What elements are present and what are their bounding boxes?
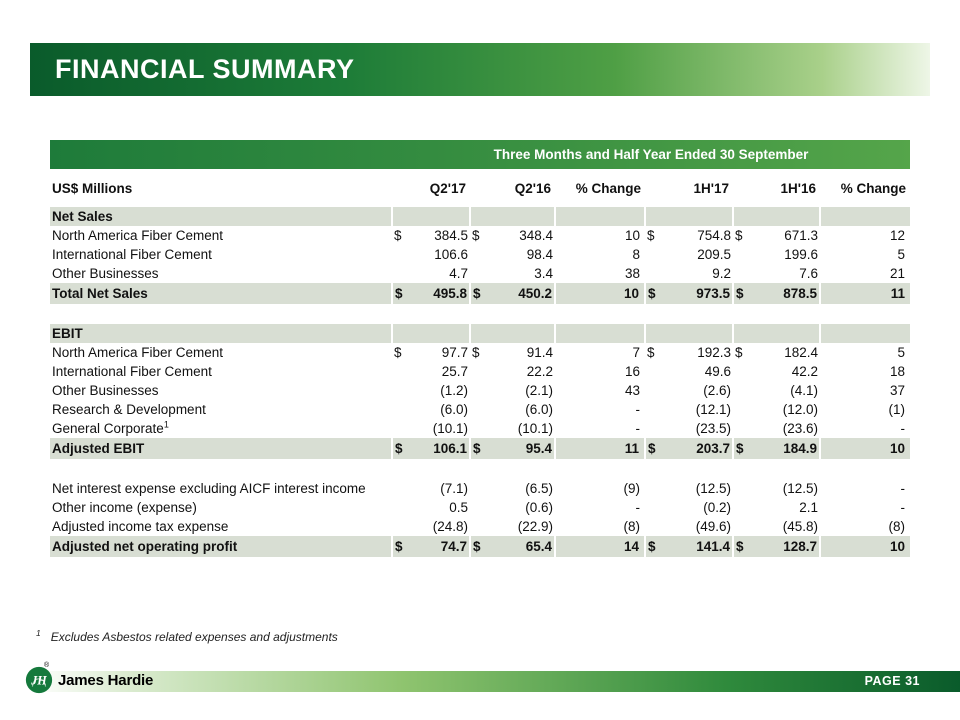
cell-val: (2.6) [703,383,732,398]
cell-dollar: $ [645,438,665,459]
col-header-change-half: % Change [840,180,907,196]
cell-chg: - [900,421,906,436]
cell-dollar: $ [392,283,408,304]
cell-dollar [733,245,751,264]
row-label: North America Fiber Cement [52,345,224,360]
logo-text: James Hardie [58,671,154,689]
spacer-cell [50,459,910,479]
cell-val: (24.8) [432,519,468,534]
cell-chg: 11 [820,283,910,304]
cell-chg: 14 [555,536,645,557]
cell-chg: - [635,421,640,436]
row-label: North America Fiber Cement [52,228,224,243]
cell-dollar [733,362,751,381]
cell-val: (10.1) [432,421,468,436]
cell-val: (4.1) [790,383,819,398]
cell-val [408,324,470,343]
cell-val: 199.6 [784,247,819,262]
cell-val: 128.7 [751,536,820,557]
cell-dollar [733,324,751,343]
data-row [50,479,910,498]
cell-val: 973.5 [665,283,733,304]
table-period-banner: Three Months and Half Year Ended 30 September [50,140,910,169]
row-label: Net interest expense excluding AICF interest income [52,481,366,496]
cell-dollar [645,362,665,381]
cell-dollar [645,479,665,498]
row-label: Net Sales [50,207,392,226]
cell-dollar [470,479,488,498]
data-row [50,400,910,419]
data-row [50,343,910,362]
cell-dollar [645,419,665,438]
data-row [50,498,910,517]
cell-val: (12.5) [782,481,819,496]
cell-val: 7.6 [799,266,819,281]
row-label: Adjusted income tax expense [52,519,229,534]
cell-dollar [392,517,408,536]
slide-title-banner [30,43,930,96]
cell-chg: 7 [632,345,640,360]
cell-val: (6.0) [525,402,553,417]
svg-text:JH: JH [31,673,47,688]
cell-val: 0.5 [449,500,468,515]
page-title: FINANCIAL SUMMARY [55,54,355,84]
cell-val: 4.7 [449,266,468,281]
col-header-change-quarter: % Change [575,180,641,196]
cell-chg: 43 [624,383,640,398]
cell-chg: 11 [555,438,645,459]
cell-dollar: $ [472,228,480,243]
cell-dollar [392,498,408,517]
cell-val: (45.8) [782,519,819,534]
cell-chg: 5 [897,247,906,262]
footnote-marker: 1 [36,628,41,638]
cell-val: 2.1 [799,500,819,515]
cell-dollar [645,324,665,343]
cell-dollar: $ [392,438,408,459]
cell-val: 91.4 [526,345,553,360]
col-header-us-millions: US$ Millions [52,180,133,196]
total-row [50,438,910,459]
cell-dollar [392,245,408,264]
cell-val [751,207,820,226]
cell-val [751,324,820,343]
cell-dollar: $ [735,228,743,243]
cell-val: (6.0) [440,402,468,417]
cell-val [665,207,733,226]
cell-dollar [392,419,408,438]
row-label: EBIT [50,324,392,343]
cell-chg [820,207,910,226]
cell-dollar [470,362,488,381]
logo-icon [24,665,54,695]
cell-dollar [733,207,751,226]
cell-dollar [392,400,408,419]
james-hardie-logo [24,662,154,695]
cell-val: (12.1) [695,402,732,417]
spacer-cell [50,304,910,324]
cell-chg: 10 [820,536,910,557]
col-header-1h-16: 1H'16 [780,180,817,196]
cell-val: 22.2 [526,364,553,379]
cell-dollar [645,245,665,264]
header-row [50,169,910,207]
cell-chg [555,324,645,343]
cell-val: 348.4 [519,228,553,243]
cell-dollar: $ [733,536,751,557]
cell-dollar [470,517,488,536]
cell-chg: 8 [632,247,640,262]
cell-chg: - [635,402,640,417]
cell-val: (2.1) [525,383,553,398]
cell-val: 25.7 [441,364,468,379]
data-row [50,419,910,438]
cell-val: 106.1 [408,438,470,459]
cell-dollar [470,245,488,264]
cell-dollar [733,400,751,419]
cell-dollar [645,400,665,419]
cell-dollar [470,381,488,400]
cell-dollar [392,362,408,381]
cell-val: 182.4 [784,345,819,360]
cell-dollar [392,381,408,400]
cell-val: (23.5) [695,421,732,436]
cell-dollar: $ [647,228,655,243]
cell-dollar: $ [645,536,665,557]
spacer-row [50,459,910,479]
cell-dollar: $ [733,438,751,459]
cell-val: 203.7 [665,438,733,459]
cell-chg: (8) [888,519,906,534]
data-row [50,264,910,283]
cell-chg: 38 [624,266,640,281]
data-row [50,517,910,536]
row-label: Other income (expense) [52,500,197,515]
data-row [50,362,910,381]
cell-val: 141.4 [665,536,733,557]
cell-val: 49.6 [704,364,732,379]
cell-chg [820,324,910,343]
cell-val: (0.2) [703,500,732,515]
row-label: Other Businesses [52,266,159,281]
row-label: Total Net Sales [50,283,392,304]
col-header-1h-17: 1H'17 [693,180,730,196]
cell-val: (10.1) [517,421,553,436]
cell-val [488,207,555,226]
cell-val: 42.2 [791,364,819,379]
cell-val: (49.6) [695,519,732,534]
cell-val: (12.5) [695,481,732,496]
cell-dollar [470,324,488,343]
cell-dollar [733,419,751,438]
row-label: Research & Development [52,402,206,417]
cell-val: (0.6) [525,500,553,515]
cell-dollar [645,381,665,400]
cell-dollar [645,264,665,283]
total-row [50,283,910,304]
cell-dollar [733,498,751,517]
cell-val: (7.1) [440,481,468,496]
cell-val: (12.0) [782,402,819,417]
row-label: International Fiber Cement [52,247,212,262]
cell-dollar [470,400,488,419]
footer-bar [30,671,960,692]
row-label: International Fiber Cement [52,364,212,379]
cell-dollar: $ [392,536,408,557]
cell-chg: (8) [623,519,640,534]
cell-val: 65.4 [488,536,555,557]
cell-val: 74.7 [408,536,470,557]
footnote-reference: 1 [163,419,169,430]
cell-dollar: $ [394,345,402,360]
cell-val: (6.5) [525,481,553,496]
cell-dollar [392,264,408,283]
cell-val: (23.6) [782,421,819,436]
cell-dollar [392,479,408,498]
cell-dollar [645,207,665,226]
cell-chg: (1) [888,402,906,417]
cell-val: 98.4 [526,247,553,262]
row-label: Adjusted net operating profit [50,536,392,557]
cell-dollar: $ [470,283,488,304]
cell-val: 192.3 [697,345,732,360]
registered-mark-icon: ® [44,662,50,669]
cell-chg: 10 [555,283,645,304]
col-header-q2-17: Q2'17 [429,180,466,196]
cell-val: (22.9) [517,519,553,534]
cell-val: 878.5 [751,283,820,304]
cell-val: 754.8 [697,228,732,243]
row-label: Other Businesses [52,383,159,398]
cell-val: 495.8 [408,283,470,304]
data-row [50,381,910,400]
cell-chg [555,207,645,226]
cell-dollar: $ [470,536,488,557]
col-header-q2-16: Q2'16 [514,180,551,196]
cell-dollar: $ [472,345,480,360]
cell-chg: - [900,481,906,496]
cell-dollar [392,207,408,226]
footnote-text: Excludes Asbestos related expenses and adjustments [50,630,338,644]
cell-val: 9.2 [712,266,732,281]
cell-val: (1.2) [440,383,468,398]
cell-val: 209.5 [697,247,732,262]
cell-chg: - [635,500,640,515]
cell-val: 97.7 [441,345,468,360]
cell-dollar [645,498,665,517]
cell-dollar: $ [733,283,751,304]
cell-dollar: $ [470,438,488,459]
row-label: General Corporate$^1$ [52,419,169,436]
cell-chg: 12 [890,228,906,243]
cell-dollar [733,264,751,283]
cell-chg: 5 [897,345,906,360]
cell-chg: 10 [624,228,640,243]
cell-val: 184.9 [751,438,820,459]
cell-dollar [645,517,665,536]
cell-val: 3.4 [534,266,553,281]
cell-chg: - [900,500,906,515]
data-row [50,245,910,264]
footnote [36,628,338,644]
cell-dollar: $ [645,283,665,304]
cell-chg: (9) [623,481,640,496]
table-body [50,207,910,557]
cell-dollar [470,207,488,226]
cell-chg: 37 [890,383,906,398]
cell-val: 384.5 [434,228,468,243]
cell-dollar [470,419,488,438]
cell-chg: 10 [820,438,910,459]
cell-val: 450.2 [488,283,555,304]
spacer-row [50,304,910,324]
cell-dollar [470,498,488,517]
cell-dollar: $ [394,228,402,243]
cell-chg: 21 [890,266,906,281]
cell-chg: 16 [624,364,640,379]
cell-val: 106.6 [434,247,468,262]
row-label: Adjusted EBIT [50,438,392,459]
cell-dollar: $ [647,345,655,360]
page-number: PAGE 31 [864,674,920,688]
cell-val: 671.3 [784,228,819,243]
cell-dollar [470,264,488,283]
financial-summary-table [50,169,910,557]
cell-dollar [733,517,751,536]
cell-dollar: $ [735,345,743,360]
cell-dollar [392,324,408,343]
cell-val [488,324,555,343]
section-row [50,324,910,343]
total-row [50,536,910,557]
cell-chg: 18 [890,364,906,379]
data-row [50,226,910,245]
cell-val [408,207,470,226]
section-row [50,207,910,226]
cell-val: 95.4 [488,438,555,459]
financial-table [50,140,910,557]
cell-dollar [733,381,751,400]
cell-dollar [733,479,751,498]
table-header [50,169,910,207]
cell-val [665,324,733,343]
